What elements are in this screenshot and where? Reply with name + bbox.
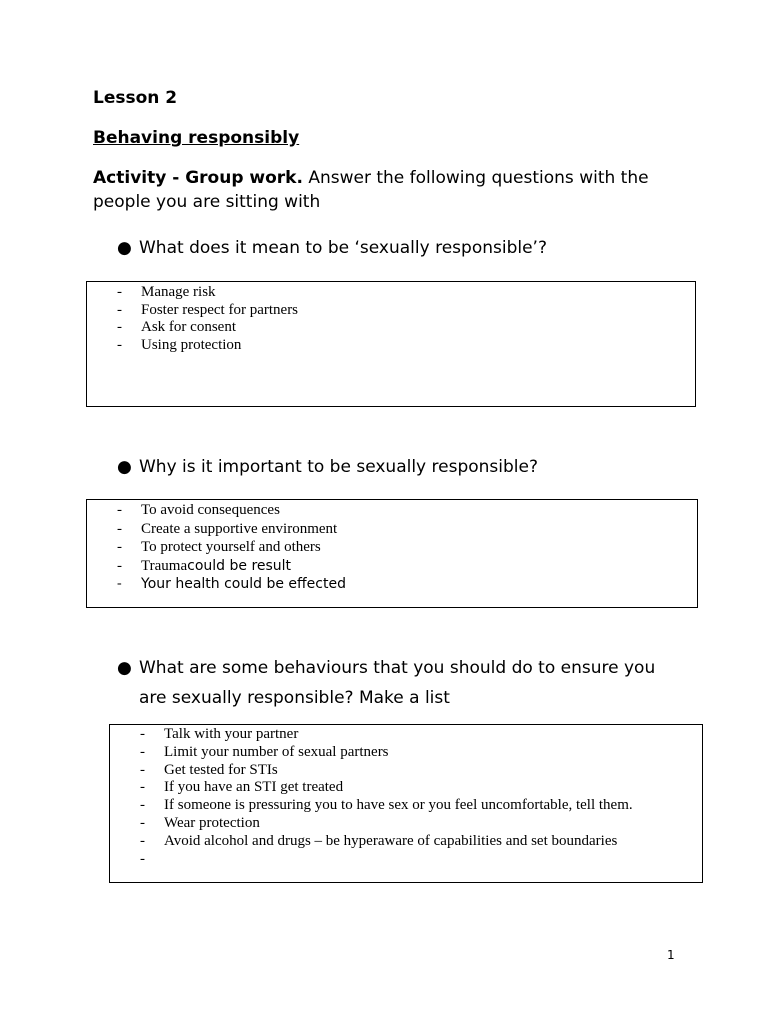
dash-marker: - <box>140 779 145 796</box>
answer-text: Manage risk <box>141 284 216 300</box>
list-item <box>117 575 697 594</box>
answer-text: Your health could be effected <box>141 576 346 592</box>
answer-text: To avoid consequences <box>141 502 280 518</box>
answer-text: Talk with your partner <box>164 726 299 742</box>
dash-marker: - <box>117 301 122 318</box>
question-2 <box>117 452 659 482</box>
answer-text: Limit your number of sexual partners <box>164 743 389 760</box>
answer-text: Avoid alcohol and drugs – be hyperaware of capabilities and set boundaries <box>164 832 618 849</box>
list-item <box>117 337 695 355</box>
dash-marker: - <box>117 502 122 518</box>
answer-text: Foster respect for partners <box>141 301 299 318</box>
list-item <box>117 319 695 337</box>
answer-text: Using protection <box>141 336 242 353</box>
list-item <box>140 797 702 815</box>
page-title-text: Behaving responsibly <box>93 128 300 148</box>
answer-text: To protect yourself and others <box>141 539 321 555</box>
answer-box-2[interactable] <box>86 499 698 608</box>
answer-text: Get tested for STIs <box>164 761 278 778</box>
bullet-icon: ● <box>117 658 132 678</box>
list-item <box>140 744 702 762</box>
question-2-text: Why is it important to be sexually responsible? <box>139 457 538 477</box>
dash-marker: - <box>117 557 122 574</box>
list-item <box>140 815 702 833</box>
dash-marker: - <box>140 797 145 814</box>
list-item <box>140 851 702 869</box>
dash-marker: - <box>117 520 122 537</box>
question-3 <box>117 653 659 713</box>
dash-marker: - <box>140 814 145 831</box>
list-item <box>140 726 702 744</box>
answer-text: could be result <box>187 557 292 574</box>
lesson-heading: Lesson 2 <box>93 88 178 108</box>
list-item <box>117 557 697 576</box>
question-1 <box>117 233 659 263</box>
list-item <box>140 833 702 851</box>
list-item <box>117 520 697 539</box>
dash-marker: - <box>117 319 122 335</box>
answer-text: Create a supportive environment <box>141 520 338 537</box>
bullet-icon: ● <box>117 238 132 258</box>
list-item <box>140 779 702 797</box>
page-title <box>93 128 299 148</box>
dash-marker: - <box>140 850 145 867</box>
dash-marker: - <box>140 726 145 742</box>
dash-marker: - <box>117 336 122 353</box>
list-item <box>117 538 697 557</box>
answer-list-3 <box>140 726 702 868</box>
list-item <box>117 302 695 320</box>
activity-label: Activity - Group work. <box>93 168 303 188</box>
answer-text: Ask for consent <box>141 319 236 335</box>
question-1-text: What does it mean to be ‘sexually responsible’? <box>139 238 547 258</box>
answer-text: If someone is pressuring you to have sex or you feel uncomfortable, tell them. <box>164 797 633 814</box>
dash-marker: - <box>140 743 145 760</box>
question-3-text: What are some behaviours that you should do to ensure you are sexually responsible? Make a list <box>139 658 656 708</box>
answer-box-1[interactable] <box>86 281 696 407</box>
answer-text-part: Trauma <box>141 557 188 574</box>
bullet-icon: ● <box>117 457 132 477</box>
answer-text: Wear protection <box>164 814 260 831</box>
answer-text: If you have an STI get treated <box>164 779 344 796</box>
dash-marker: - <box>140 761 145 778</box>
answer-list-1 <box>117 284 695 354</box>
dash-marker: - <box>140 832 145 849</box>
dash-marker: - <box>117 284 122 300</box>
list-item <box>117 284 695 302</box>
answer-list-2 <box>117 501 697 594</box>
dash-marker: - <box>117 576 122 591</box>
page-number: 1 <box>667 948 675 962</box>
activity-instructions <box>93 166 673 214</box>
answer-box-3[interactable] <box>109 724 703 883</box>
list-item <box>117 501 697 520</box>
dash-marker: - <box>117 539 122 555</box>
list-item <box>140 762 702 780</box>
activity-text: Answer the following questions with the people you are sitting with <box>93 168 649 212</box>
